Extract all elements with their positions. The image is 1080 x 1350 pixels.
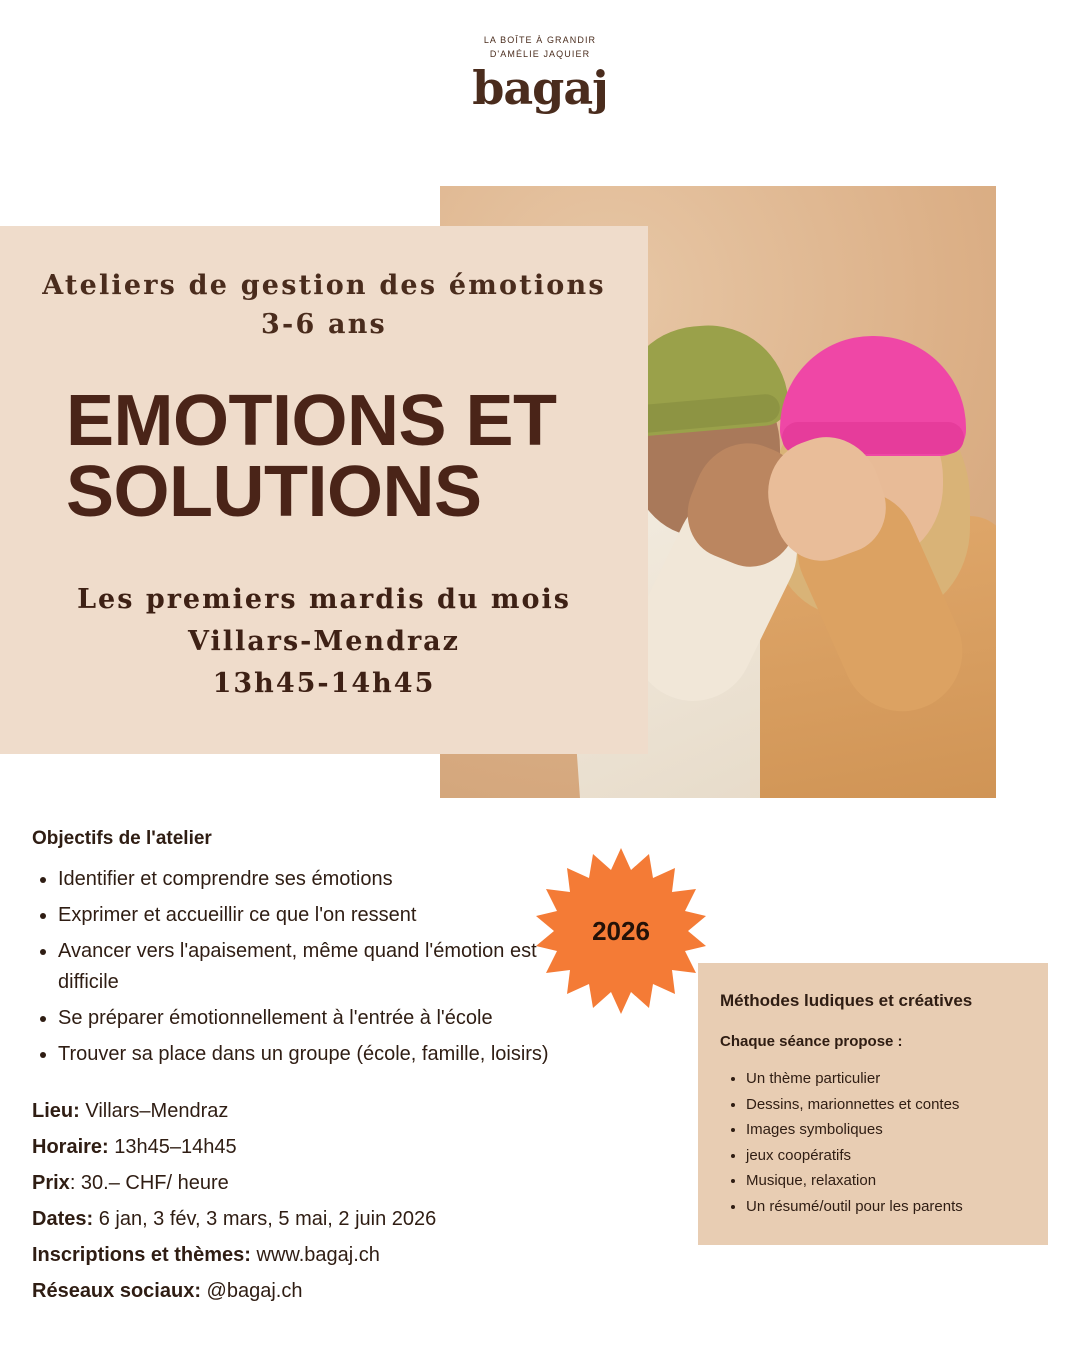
detail-row-lieu <box>32 1100 652 1123</box>
objectives-list <box>32 864 592 1070</box>
year-badge-label: 2026 <box>592 915 650 946</box>
hero-text-panel <box>0 226 648 754</box>
methods-panel <box>698 963 1048 1245</box>
list-item: • jeux coopératifs <box>746 1143 1026 1169</box>
detail-row-reseaux <box>32 1280 652 1303</box>
website-link[interactable]: www.bagaj.ch <box>250 1244 380 1266</box>
hero-kicker: Ateliers de gestion des émotions 3-6 ans <box>42 270 606 341</box>
list-item: • Se préparer émotionnellement à l'entrée à l'école <box>58 1003 592 1034</box>
detail-label: Inscriptions et thèmes: <box>32 1244 251 1266</box>
hero-subtitle-line1: Les premiers mardis du mois <box>77 584 571 616</box>
brand-logo <box>0 34 1080 115</box>
methods-subtitle: Chaque séance propose : <box>720 1033 903 1050</box>
list-item: • Images symboliques <box>746 1117 1026 1143</box>
list-item: • Un thème particulier <box>746 1066 1026 1092</box>
objectives-section <box>32 828 592 1075</box>
detail-row-horaire <box>32 1136 652 1159</box>
logo-tagline-line2: D'AMÉLIE JAQUIER <box>489 48 591 59</box>
list-item: • Identifier et comprendre ses émotions <box>58 864 592 895</box>
hero-title <box>66 381 608 532</box>
methods-list <box>720 1066 1026 1219</box>
hero-title-line1: EMOTIONS ET <box>66 381 557 462</box>
list-item: • Dessins, marionnettes et contes <box>746 1092 1026 1118</box>
hero-title-line2: SOLUTIONS <box>66 451 482 532</box>
objectives-title: Objectifs de l'atelier <box>32 828 212 849</box>
hero-subtitle <box>40 579 608 705</box>
list-item: • Exprimer et accueillir ce que l'on ressent <box>58 900 592 931</box>
detail-row-dates <box>32 1208 652 1231</box>
detail-value: 6 jan, 3 fév, 3 mars, 5 mai, 2 juin 2026 <box>93 1208 437 1230</box>
detail-value: : 30.– CHF/ heure <box>69 1172 229 1194</box>
logo-wordmark: bagaj <box>472 61 608 115</box>
logo-tagline <box>0 34 1080 61</box>
list-item: • Un résumé/outil pour les parents <box>746 1194 1026 1220</box>
details-section <box>32 1100 652 1316</box>
detail-value: 13h45–14h45 <box>108 1136 237 1158</box>
logo-tagline-line1: LA BOÎTE À GRANDIR <box>483 35 597 45</box>
hero-subtitle-line3: 13h45-14h45 <box>212 668 436 700</box>
list-item: • Avancer vers l'apaisement, même quand l'émotion est difficile <box>58 936 592 998</box>
detail-label: Prix <box>32 1172 70 1194</box>
detail-label: Dates: <box>32 1208 94 1230</box>
detail-row-prix <box>32 1172 652 1195</box>
list-item: • Musique, relaxation <box>746 1168 1026 1194</box>
detail-label: Réseaux sociaux: <box>32 1280 201 1302</box>
detail-label: Lieu: <box>32 1100 80 1122</box>
list-item: • Trouver sa place dans un groupe (école, famille, loisirs) <box>58 1039 592 1070</box>
detail-value: Villars–Mendraz <box>79 1100 229 1122</box>
methods-title: Méthodes ludiques et créatives <box>720 991 973 1010</box>
social-handle[interactable]: @bagaj.ch <box>200 1280 303 1302</box>
hero-subtitle-line2: Villars-Mendraz <box>188 626 460 658</box>
detail-row-inscriptions <box>32 1244 652 1267</box>
detail-label: Horaire: <box>32 1136 109 1158</box>
